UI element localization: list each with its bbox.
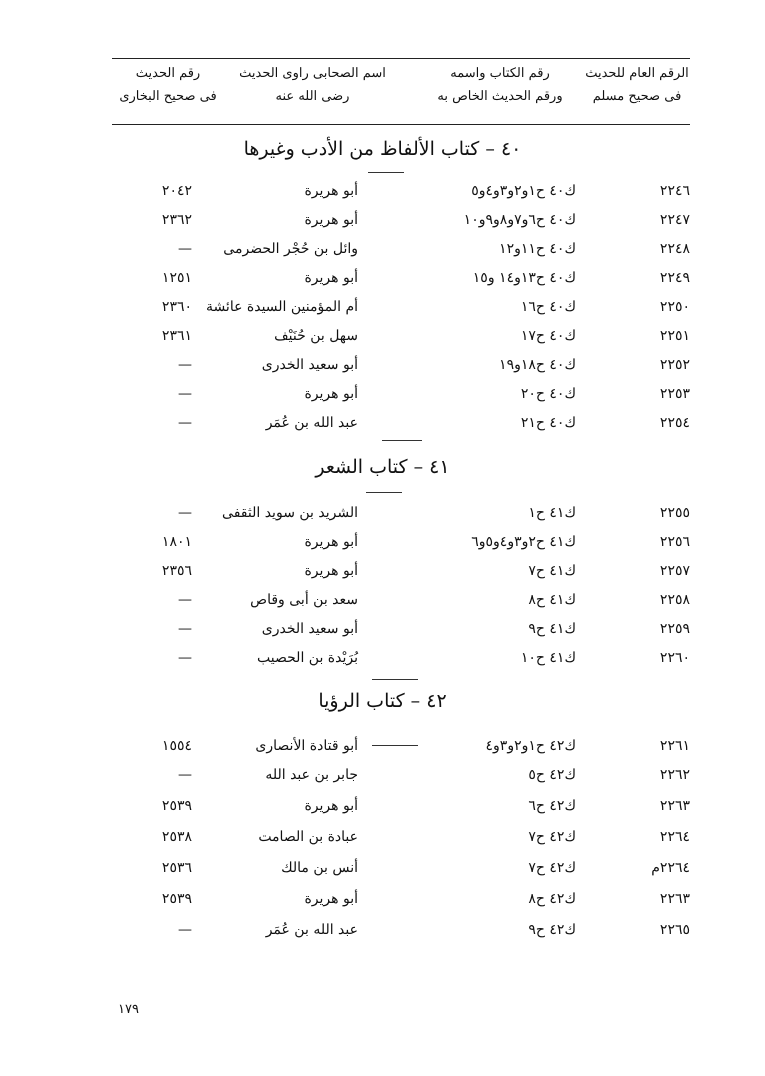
general-number: ٢٢٥١ [659, 328, 690, 344]
bukhari-number: ١٨٠١ [161, 534, 192, 550]
table-row [0, 270, 765, 296]
table-row [0, 738, 765, 764]
bukhari-number: — [178, 241, 192, 257]
bukhari-number: — [178, 621, 192, 637]
bukhari-number: — [178, 592, 192, 608]
book-ref: ك٤٠ ح١٣و١٤ و١٥ [472, 270, 576, 286]
narrator: أم المؤمنين السيدة عائشة [205, 299, 358, 315]
page-number: ١٧٩ [118, 1002, 139, 1017]
general-number: ٢٢٥٧ [659, 563, 690, 579]
narrator: عبد الله بن عُمَر [265, 922, 358, 938]
book-ref: ك٤٠ ح١١و١٢ [499, 241, 576, 257]
bukhari-number: ٢٣٦١ [161, 328, 192, 344]
section-title-41: ٤١ – كتاب الشعر [315, 456, 450, 478]
book-ref: ك٤٠ ح١٨و١٩ [499, 357, 576, 373]
general-number: ٢٢٦٤ [659, 829, 690, 845]
header-book-ref [425, 66, 575, 104]
header-general-number [582, 66, 692, 104]
section-title-42: ٤٢ – كتاب الرؤيا [318, 690, 447, 712]
table-row [0, 563, 765, 589]
general-number: ٢٢٦١ [659, 738, 690, 754]
general-number: ٢٢٥٥ [659, 505, 690, 521]
bukhari-number: ٢٥٣٦ [161, 860, 192, 876]
section-divider [382, 440, 422, 441]
book-ref: ك٤٢ ح٩ [528, 922, 576, 938]
bukhari-number: ٢٣٦٠ [161, 299, 192, 315]
book-ref: ك٤٠ ح١و٢و٣و٤و٥ [471, 183, 576, 199]
book-ref: ك٤٠ ح٦و٧و٨و٩و١٠ [463, 212, 576, 228]
narrator: أبو هريرة [304, 212, 358, 228]
book-ref: ك٤١ ح١ [528, 505, 576, 521]
narrator: أبو قتادة الأنصارى [255, 738, 358, 754]
bukhari-number: — [178, 415, 192, 431]
bukhari-number: ٢٥٣٩ [161, 891, 192, 907]
table-row [0, 860, 765, 886]
narrator: جابر بن عبد الله [265, 767, 358, 783]
table-row [0, 212, 765, 238]
table-row [0, 592, 765, 618]
section-divider [366, 492, 402, 493]
bukhari-number: — [178, 505, 192, 521]
narrator: أبو سعيد الخدرى [261, 621, 358, 637]
table-row [0, 534, 765, 560]
narrator: أبو هريرة [304, 386, 358, 402]
general-number: ٢٢٥٠ [659, 299, 690, 315]
general-number: ٢٢٦٣ [659, 798, 690, 814]
narrator: أبو هريرة [304, 891, 358, 907]
book-ref: ك٤٢ ح٧ [528, 860, 576, 876]
bukhari-number: — [178, 767, 192, 783]
narrator: أبو هريرة [304, 563, 358, 579]
table-row [0, 650, 765, 676]
bukhari-number: ٢٣٥٦ [161, 563, 192, 579]
section-divider [368, 172, 404, 173]
general-number: ٢٢٤٨ [659, 241, 690, 257]
book-ref: ك٤٠ ح١٦ [520, 299, 576, 315]
general-number: ٢٢٦٣ [659, 891, 690, 907]
narrator: أبو هريرة [304, 183, 358, 199]
narrator: أبو سعيد الخدرى [261, 357, 358, 373]
narrator: عبد الله بن عُمَر [265, 415, 358, 431]
general-number: ٢٢٥٢ [659, 357, 690, 373]
book-ref: ك٤٢ ح١و٢و٣و٤ [485, 738, 576, 754]
book-ref: ك٤٠ ح٢١ [520, 415, 576, 431]
book-ref: ك٤١ ح٨ [528, 592, 576, 608]
table-row [0, 241, 765, 267]
section-title-40: ٤٠ – كتاب الألفاظ من الأدب وغيرها [243, 138, 522, 160]
table-row [0, 357, 765, 383]
bukhari-number: — [178, 922, 192, 938]
narrator: سهل بن حُنَيْف [274, 328, 358, 344]
bukhari-number: ٢٣٦٢ [161, 212, 192, 228]
header-bottom-rule [112, 124, 690, 125]
narrator: سعد بن أبى وقاص [250, 592, 358, 608]
header-book-ref-line1: رقم الكتاب واسمه [450, 66, 550, 81]
general-number: ٢٢٤٧ [659, 212, 690, 228]
bukhari-number: ٢٥٣٨ [161, 829, 192, 845]
book-ref: ك٤٠ ح٢٠ [520, 386, 576, 402]
table-row [0, 891, 765, 917]
general-number: ٢٢٦٥ [659, 922, 690, 938]
book-ref: ك٤٢ ح٦ [528, 798, 576, 814]
table-row [0, 415, 765, 441]
table-row [0, 621, 765, 647]
general-number: ٢٢٤٦ [659, 183, 690, 199]
table-row [0, 829, 765, 855]
table-row [0, 386, 765, 412]
header-book-ref-line2: ورقم الحديث الخاص به [437, 89, 563, 104]
table-row [0, 767, 765, 793]
bukhari-number: ١٢٥١ [161, 270, 192, 286]
header-bukhari-line2: فى صحيح البخارى [119, 89, 217, 104]
header-general-number-line1: الرقم العام للحديث [585, 66, 689, 81]
general-number: ٢٢٥٣ [659, 386, 690, 402]
general-number: ٢٢٥٩ [659, 621, 690, 637]
narrator: بُرَيْدة بن الحصيب [257, 650, 358, 666]
narrator: أنس بن مالك [281, 860, 358, 876]
narrator: أبو هريرة [304, 534, 358, 550]
narrator: أبو هريرة [304, 270, 358, 286]
book-ref: ك٤١ ح٧ [528, 563, 576, 579]
header-general-number-line2: فى صحيح مسلم [592, 89, 682, 104]
bukhari-number: ١٥٥٤ [161, 738, 192, 754]
general-number: ٢٢٦٠ [659, 650, 690, 666]
general-number: ٢٢٥٦ [659, 534, 690, 550]
header-narrator [230, 66, 395, 104]
book-ref: ك٤٢ ح٧ [528, 829, 576, 845]
narrator: الشريد بن سويد الثقفى [222, 505, 358, 521]
top-rule [112, 58, 690, 59]
general-number: ٢٢٦٢ [659, 767, 690, 783]
header-bukhari-line1: رقم الحديث [135, 66, 201, 81]
table-row [0, 798, 765, 824]
book-ref: ك٤٢ ح٥ [528, 767, 576, 783]
header-bukhari [108, 66, 228, 104]
table-row [0, 299, 765, 325]
general-number: ٢٢٦٤م [651, 860, 690, 876]
bukhari-number: — [178, 386, 192, 402]
bukhari-number: ٢٠٤٢ [161, 183, 192, 199]
book-ref: ك٤٢ ح٨ [528, 891, 576, 907]
table-row [0, 505, 765, 531]
book-ref: ك٤١ ح١٠ [520, 650, 576, 666]
bukhari-number: ٢٥٣٩ [161, 798, 192, 814]
general-number: ٢٢٥٨ [659, 592, 690, 608]
general-number: ٢٢٤٩ [659, 270, 690, 286]
bukhari-number: — [178, 650, 192, 666]
header-narrator-line2: رضى الله عنه [275, 89, 350, 104]
header-narrator-line1: اسم الصحابى راوى الحديث [239, 66, 386, 81]
general-number: ٢٢٥٤ [659, 415, 690, 431]
book-ref: ك٤١ ح٢و٣و٤و٥و٦ [471, 534, 576, 550]
narrator: عبادة بن الصامت [258, 829, 358, 845]
section-divider [372, 679, 418, 680]
book-ref: ك٤١ ح٩ [528, 621, 576, 637]
book-ref: ك٤٠ ح١٧ [520, 328, 576, 344]
narrator: وائل بن حُجْر الحضرمى [223, 241, 358, 257]
table-row [0, 328, 765, 354]
table-row [0, 183, 765, 209]
narrator: أبو هريرة [304, 798, 358, 814]
table-row [0, 922, 765, 948]
bukhari-number: — [178, 357, 192, 373]
